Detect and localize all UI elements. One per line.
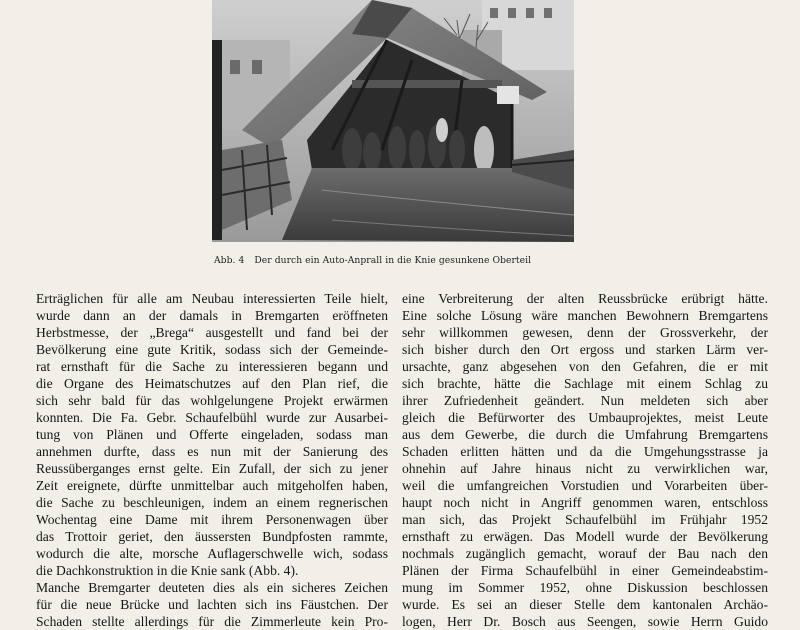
text-line: Eine solche Lösung wäre manchen Bewohnern Bremgartens [402,308,768,323]
text-line: Manche Bremgarter deuteten dies als ein sicheres Zeichen [36,580,388,595]
text-line: Wochentag eine Dame mit ihrem Personenwagen über [36,512,388,527]
text-column-right [402,290,768,630]
bridge-photo [212,0,574,242]
figure-label: Abb. 4 [214,255,245,266]
text-line: logen, Herr Dr. Bosch aus Seengen, sowie Herrn Guido [402,614,768,629]
text-line: wodurch die alte, morsche Auflagerschwelle wich, sodass [36,546,388,561]
text-line: die Sache zu beschleunigen, indem an einem regnerischen [36,495,388,510]
text-line: Herbstmesse, der „Brega“ ausgestellt und fand bei der [36,325,388,340]
text-line: tung von Plänen und Offerte eingeladen, sodass man [36,427,388,442]
text-line: Schaden erlitten hätten und da die Umgehungsstrasse ja [402,444,768,459]
figure-caption-text: Der durch ein Auto-Anprall in die Knie gesunkene Oberteil [254,255,532,266]
text-line: Bevölkerung eine gute Kritik, sodass sich der Gemeinde- [36,342,388,357]
text-line: nochmals zugänglich gemacht, worauf der Bau nach den [402,546,768,561]
text-line: wurde. Es sei an dieser Stelle dem kantonalen Archäo- [402,597,768,612]
text-line: konnten. Die Fa. Gebr. Schaufelbühl wurde zur Ausarbei- [36,410,388,425]
text-line: Reussüberganges ernst gelte. Ein Zufall, der sich zu jener [36,461,388,476]
text-line: Erträglichen für alle am Neubau interessierten Teile hielt, [36,291,388,306]
text-line: ohnehin auf Jahre hinaus nicht zu verwirklichen war, [402,461,768,476]
text-line: sich brachte, hätte die Sachlage mit einem Schlag zu [402,376,768,391]
text-line: Schaden stellte allerdings für die Zimmerleute kein Pro- [36,614,388,629]
text-line: weil die umfangreichen Vorstudien und Vorarbeiten über- [402,478,768,493]
text-line: aus dem Gewerbe, die durch die Umfahrung Bremgartens [402,427,768,442]
text-line: das Trottoir geriet, den äussersten Bundpfosten rammte, [36,529,388,544]
text-line: Zeit ereignete, dürfte unmittelbar auch mitgeholfen haben, [36,478,388,493]
text-line: die Dachkonstruktion in die Knie sank (Abb. 4). [36,563,299,578]
text-line: sehr willkommen gewesen, denn der Grossverkehr, der [402,325,768,340]
text-line: man sich, das Projekt Schaufelbühl im Frühjahr 1952 [402,512,768,527]
text-line: rat ernsthaft für die Sache zu interessieren begann und [36,359,388,374]
text-line: sich bisher durch den Ort ergoss und starken Lärm ver- [402,342,768,357]
text-line: mung im Sommer 1952, ohne Diskussion beschlossen [402,580,768,595]
text-line: Plänen der Firma Schaufelbühl in einer Gemeindeabstim- [402,563,768,578]
text-line: ernsthaft zu erwägen. Das Modell wurde der Bevölkerung [402,529,768,544]
text-line: gleich die Befürworter des Umbauprojektes, meist Leute [402,410,768,425]
figure-caption [214,255,586,266]
text-line: ihrer Zufriedenheit geändert. Nun meldeten sich aber [402,393,768,408]
text-column-left [36,290,388,630]
text-line: annehmen durfte, dass es nun mit der Sanierung des [36,444,388,459]
text-line: ursachte, ganz abgesehen von den Gefahren, die er mit [402,359,768,374]
text-line: wurde dann an der damals in Bremgarten eröffneten [36,308,388,323]
text-line: eine Verbreiterung der alten Reussbrücke erübrigt hätte. [402,291,768,306]
text-line: haupt noch nicht in Angriff genommen waren, entschloss [402,495,768,510]
text-line: sich sehr bald für das wohlgelungene Projekt erwärmen [36,393,388,408]
text-line: für die neue Brücke und lachten sich ins Fäustchen. Der [36,597,388,612]
text-line: die Organe des Heimatschutzes auf den Plan rief, die [36,376,388,391]
